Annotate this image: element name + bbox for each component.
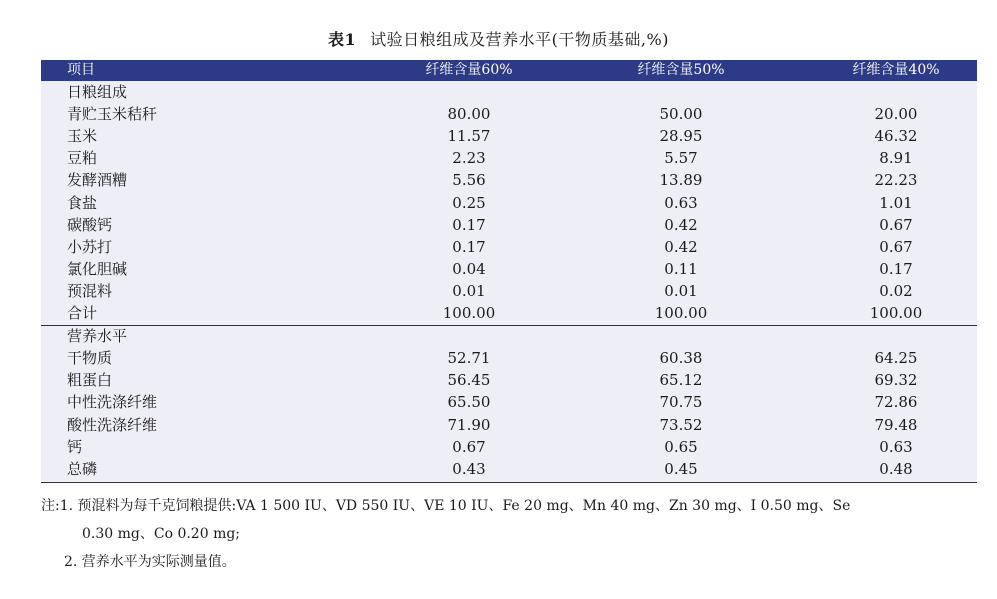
row-label: 合计 (67, 304, 98, 322)
table-row (41, 192, 977, 214)
row-value: 0.65 (664, 437, 698, 456)
row-label: 青贮玉米秸秆 (67, 105, 158, 124)
row-value: 69.32 (874, 371, 918, 390)
table-row (41, 147, 977, 169)
row-label: 预混料 (67, 281, 113, 300)
section-nutrient-level (41, 325, 977, 347)
row-value: 5.56 (452, 171, 486, 190)
row-value: 20.00 (874, 105, 918, 124)
row-value: 65.50 (447, 393, 491, 412)
header-fiber-50: 纤维含量50% (637, 62, 725, 78)
row-label: 钙 (67, 437, 83, 456)
row-value: 8.91 (879, 149, 913, 168)
row-value: 0.67 (879, 215, 913, 234)
row-value: 64.25 (874, 349, 918, 368)
row-value: 79.48 (874, 415, 918, 434)
diet-composition-table (41, 60, 977, 483)
row-value: 0.01 (452, 281, 486, 300)
row-value: 56.45 (447, 371, 491, 390)
table-row (41, 458, 977, 480)
table-row (41, 103, 977, 125)
row-value: 0.11 (664, 259, 698, 278)
table-row (41, 258, 977, 280)
row-value: 0.25 (452, 193, 486, 212)
row-value: 50.00 (659, 105, 703, 124)
row-value: 100.00 (442, 304, 496, 322)
row-value: 65.12 (659, 371, 703, 390)
row-value: 70.75 (659, 393, 703, 412)
row-label: 中性洗涤纤维 (67, 393, 158, 412)
table-caption (0, 27, 997, 50)
table-row (41, 169, 977, 191)
row-label: 碳酸钙 (67, 215, 113, 234)
table-row (41, 414, 977, 436)
row-value: 0.17 (879, 259, 913, 278)
row-label: 干物质 (67, 349, 113, 368)
row-value: 73.52 (659, 415, 703, 434)
row-value: 28.95 (659, 127, 703, 146)
row-label: 氯化胆碱 (67, 259, 128, 278)
row-value: 80.00 (447, 105, 491, 124)
row-value: 0.43 (452, 459, 486, 478)
row-value: 0.01 (664, 281, 698, 300)
table-number: 表1 (328, 30, 357, 49)
row-label: 玉米 (67, 127, 98, 146)
row-value: 71.90 (447, 415, 491, 434)
table-row (41, 347, 977, 369)
table-row (41, 236, 977, 258)
row-value: 2.23 (452, 149, 486, 168)
note-premix: 注:1. 预混料为每千克饲粮提供:VA 1 500 IU、VD 550 IU、VE 10 IU、Fe 20 mg、Mn 40 mg、Zn 30 mg、I 0.50 mg、Se (41, 498, 851, 514)
row-value: 5.57 (664, 149, 698, 168)
row-value: 0.63 (664, 193, 698, 212)
row-label: 食盐 (67, 193, 98, 212)
row-value: 46.32 (874, 127, 918, 146)
row-value: 13.89 (659, 171, 703, 190)
row-value: 52.71 (447, 349, 491, 368)
row-label: 总磷 (67, 459, 98, 478)
row-value: 100.00 (654, 304, 708, 322)
row-value: 0.63 (879, 437, 913, 456)
row-label: 粗蛋白 (67, 371, 113, 390)
note-premix-continued: 0.30 mg、Co 0.20 mg; (82, 526, 241, 542)
row-value: 72.86 (874, 393, 918, 412)
note-nutrient-level: 2. 营养水平为实际测量值。 (64, 554, 236, 570)
row-value: 60.38 (659, 349, 703, 368)
row-label: 酸性洗涤纤维 (67, 415, 158, 434)
table-title: 试验日粮组成及营养水平(干物质基础,%) (370, 30, 669, 49)
row-value: 0.02 (879, 281, 913, 300)
row-value: 0.04 (452, 259, 486, 278)
table-row (41, 125, 977, 147)
row-label: 豆粕 (67, 149, 98, 168)
row-value: 1.01 (879, 193, 913, 212)
row-value: 0.42 (664, 237, 698, 256)
row-value: 100.00 (869, 304, 923, 322)
table-row (41, 302, 977, 324)
table-notes (41, 492, 981, 576)
section-label: 日粮组成 (67, 83, 128, 101)
row-value: 11.57 (447, 127, 491, 146)
table-row (41, 369, 977, 391)
section-diet-composition (41, 81, 977, 103)
row-value: 22.23 (874, 171, 918, 190)
table-bottom-rule (41, 482, 977, 483)
table-header-row (41, 60, 977, 81)
row-value: 0.17 (452, 237, 486, 256)
row-label: 小苏打 (67, 237, 113, 256)
row-value: 0.42 (664, 215, 698, 234)
row-value: 0.48 (879, 459, 913, 478)
header-fiber-40: 纤维含量40% (852, 62, 940, 78)
row-value: 0.17 (452, 215, 486, 234)
row-value: 0.45 (664, 459, 698, 478)
table-row (41, 280, 977, 302)
header-fiber-60: 纤维含量60% (425, 62, 513, 78)
row-label: 发酵酒糟 (67, 171, 128, 190)
section-label: 营养水平 (67, 327, 128, 346)
header-item: 项目 (67, 62, 95, 78)
table-row (41, 436, 977, 458)
table-row (41, 391, 977, 413)
row-value: 0.67 (452, 437, 486, 456)
table-row (41, 214, 977, 236)
row-value: 0.67 (879, 237, 913, 256)
